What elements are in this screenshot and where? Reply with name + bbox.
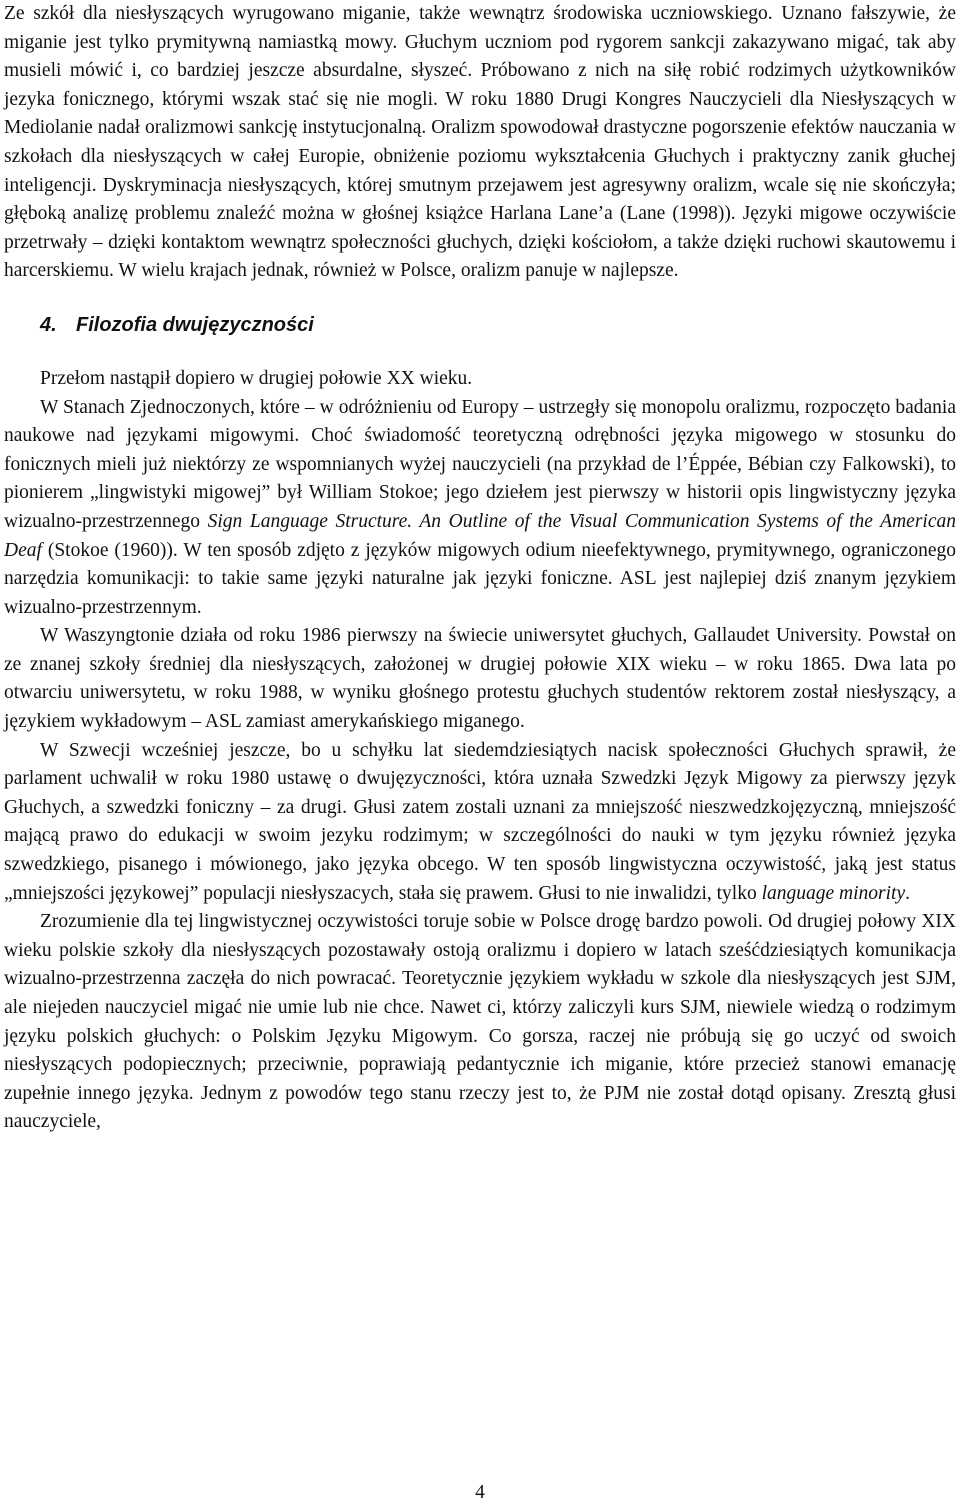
- paragraph-2-italic-title: Sign Language Structure. An Outline of the Visual Communication Systems of the American Deaf: [4, 510, 956, 561]
- paragraph-intro: Ze szkół dla niesłyszących wyrugowano miganie, także wewnątrz środowiska uczniowskiego. Uznano fałszywie, że miganie jest tylko prymitywną namiastką mowy. Głuchym uczniom pod rygorem sankcji zakazywano migać, tak aby musieli mówić i, co bardziej jeszcze absurdalne, słyszeć. Próbowano z nich na siłę robić rodzimych użytkowników jezyka fonicznego, którymi wszak stać się nie mogli. W roku 1880 Drugi Kongres Nauczycieli dla Niesłyszących w Mediolanie nadał oralizmowi sankcję instytucjonalną. Oralizm spowodował drastyczne pogorszenie efektów nauczania w szkołach dla niesłyszących w całej Europie, obniżenie poziomu wykształcenia Głuchych i praktyczny zanik głuchej inteligencji. Dyskryminacja niesłyszących, której smutnym przejawem jest agresywny oralizm, wcale się nie skończyła; głęboką analizę problemu znaleźć można w głośnej książce Harlana Lane’a (Lane (1998)). Języki migowe oczywiście przetrwały – dzięki kontaktom wewnątrz społeczności głuchych, dzięki kościołom, a także dzięki ruchowi skautowemu i harcerskiemu. W wielu krajach jednak, również w Polsce, oralizm panuje w najlepsze.: [4, 3, 956, 282]
- section-title: Filozofia dwujęzyczności: [76, 313, 314, 336]
- section-heading: [40, 311, 956, 339]
- page-number: 4: [475, 1482, 485, 1503]
- document-page: [4, 0, 956, 1137]
- paragraph-5: Zrozumienie dla tej lingwistycznej oczywistości toruje sobie w Polsce drogę bardzo powoli. Od drugiej połowy XIX wieku polskie szkoły dla niesłyszących pozostawały ostoją oralizmu i dopiero w latach sześćdziesiątych komunikacja wizualno-przestrzenna zaczęła do nich powracać. Teoretycznie językiem wykładu w szkole dla niesłyszących jest SJM, ale niejeden nauczyciel migać nie umie lub nie chce. Nawet ci, którzy zaliczyli kurs SJM, niewiele wiedzą o rodzimym języku polskich głuchych: o Polskim Języku Migowym. Co gorsza, raczej nie próbują się go uczyć od swoich niesłyszących podopiecznych; przeciwnie, poprawiają pedantycznie ich miganie, które przecież stanowi emanację zupełnie innego języka. Jednym z powodów tego stanu rzeczy jest to, że PJM nie został dotąd opisany. Zresztą głusi nauczyciele,: [4, 911, 956, 1133]
- paragraph-4-text-a: W Szwecji wcześniej jeszcze, bo u schyłku lat siedemdziesiątych nacisk społeczności Głuchych sprawił, że parlament uchwalił w roku 1980 ustawę o dwujęzyczności, która uznała Szwedzki Język Migowy za pierwszy język Głuchych, a szwedzki foniczny – za drugi. Głusi zatem zostali uznani za mniejszość nieszwedzkojęzyczną, mniejszość mającą prawo do edukacji w swoim jezyku rodzimym; w szczególności do nauki w tym języku również języka szwedzkiego, pisanego i mówionego, jako języka obcego. W ten sposób lingwistyczna oczywistość, jaką jest status „mniejszości językowej” populacji niesłyszacych, stała się prawem. Głusi to nie inwalidzi, tylko: [4, 739, 956, 904]
- paragraph-2: [4, 394, 956, 623]
- paragraph-2-text-b: (Stokoe (1960)). W ten sposób zdjęto z języków migowych odium nieefektywnego, prymitywnego, ograniczonego narzędzia komunikacji: to takie same języki naturalne jak języki foniczne. ASL jest najlepiej dziś znanym językiem wizualno-przestrzennym.: [4, 539, 956, 618]
- paragraph-3: W Waszyngtonie działa od roku 1986 pierwszy na świecie uniwersytet głuchych, Gallaudet University. Powstał on ze znanej szkoły średniej dla niesłyszących, założonej w drugiej połowie XIX wieku – w roku 1865. Dwa lata po otwarciu uniwersytetu, w roku 1988, w wyniku głośnego protestu głuchych studentów rektorem został niesłyszący, a językiem wykładowym – ASL zamiast amerykańskiego miganego.: [4, 625, 956, 733]
- paragraph-2-text-a: W Stanach Zjednoczonych, które – w odróżnieniu od Europy – ustrzegły się monopolu oralizmu, rozpoczęto badania naukowe nad językami migowymi. Choć świadomość teoretyczną odrębności języka migowego w stosunku do fonicznych mieli już niektórzy ze wspomnianych wyżej nauczycieli (na przykład de l’Éppée, Bébian czy Falkowski), to pionierem „lingwistyki migowej” był William Stokoe; jego dziełem jest pierwszy w historii opis lingwistyczny języka wizualno-przestrzennego: [4, 396, 956, 532]
- paragraph-4-text-b: .: [905, 882, 910, 904]
- paragraph-1: Przełom nastąpił dopiero w drugiej połowie XX wieku.: [40, 367, 473, 389]
- paragraph-4: [4, 737, 956, 909]
- section-number: 4.: [40, 313, 57, 336]
- paragraph-4-italic-term: language minority: [761, 882, 906, 904]
